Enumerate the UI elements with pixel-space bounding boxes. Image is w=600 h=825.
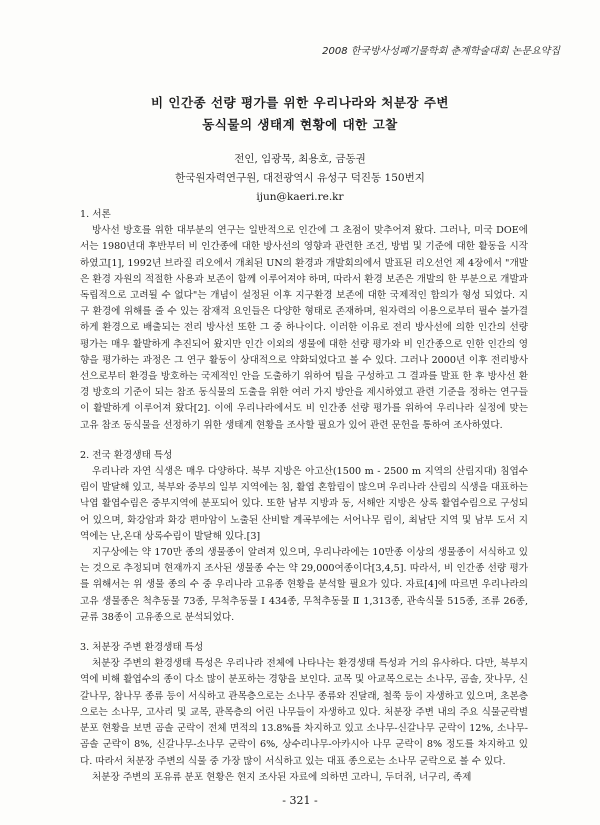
- section-introduction: [80, 207, 528, 434]
- running-header: 2008 한국방사성폐기물학회 춘계학술대회 논문요약집: [322, 46, 560, 57]
- author-email: ijun@kaeri.re.kr: [256, 191, 344, 203]
- paper-title: [0, 92, 600, 136]
- section-national-ecology: [80, 448, 528, 626]
- section-repository-ecology: [80, 640, 528, 786]
- paragraph: 처분장 주변의 환경생태 특성은 우리나라 전체에 나타나는 환경생태 특성과 거의 유사하다. 다만, 북부지역에 비해 활엽수의 종이 다소 많이 분포하는 경향을 보인다. 교목 및 아교목으로는 소나무, 곰솔, 잣나무, 신갈나무, 참나무 종류 등이 서식하고 관목층으로는 소나무 종류와 진달래, 철쭉 등이 자생하고 있으며, 초본층으로는 소나무, 고사리 및 교목, 관목층의 어린 나무들이 자생하고 있다. 처분장 주변 내의 주요 식물군락별 분포 현황을 보면 곰솔 군락이 전체 면적의 13.8%를 차지하고 있고 소나무-신갈나무 군락이 12%, 소나무-곰솔 군락이 8%, 신갈나무-소나무 군락이 6%, 상수리나무-아카시아 나무 군락이 8% 정도를 차지하고 있다. 따라서 처분장 주변의 식물 중 가장 많이 서식하고 있는 대표 종으로는 소나무 군락으로 볼 수 있다.: [80, 658, 528, 767]
- author-names: 전인, 임광묵, 최용호, 금동권: [234, 153, 366, 165]
- title-line-1: 비 인간종 선량 평가를 위한 우리나라와 처분장 주변: [150, 95, 450, 110]
- paper-body: [80, 207, 528, 786]
- section-heading: 1. 서론: [80, 209, 111, 220]
- paragraph: 우리나라 자연 식생은 매우 다양하다. 북부 지방은 아고산(1500 m - 2500 m 지역의 산림지대) 침엽수림이 발달해 있고, 북부와 중부의 일부 지역에는 침, 활엽 혼합림이 많으며 우리나라 산림의 식생을 대표하는 낙엽 활엽수림은 중부지역에 분포되어 있다. 또한 남부 지방과 동, 서해안 지방은 상록 활엽수림으로 구성되어 있으며, 화강암과 화강 편마암이 노출된 산비탈 계곡부에는 서어나무 림이, 최남단 지역 및 남부 도서 지역에는 난,온대 상록수림이 발달해 있다.[3]: [80, 466, 528, 542]
- page-number: - 321 -: [282, 794, 318, 807]
- paragraph: 처분장 주변의 포유류 분포 현황은 현지 조사된 자료에 의하면 고라니, 두더쥐, 너구리, 족제: [92, 771, 472, 783]
- author-affiliation: 한국원자력연구원, 대전광역시 유성구 덕진동 150번지: [175, 172, 425, 184]
- author-block: [0, 150, 600, 207]
- title-line-2: 동식물의 생태계 현황에 대한 고찰: [202, 117, 398, 132]
- section-heading: 2. 전국 환경생태 특성: [80, 449, 173, 461]
- section-heading: 3. 처분장 주변 환경생태 특성: [80, 642, 204, 654]
- paragraph: 방사선 방호를 위한 대부분의 연구는 일반적으로 인간에 그 초점이 맞추어져 왔다. 그러나, 미국 DOE에서는 1980년대 후반부터 비 인간종에 대한 방사선의 영향과 관련한 조건, 방법 및 기준에 대한 활동을 시작하였고[1], 1992년 브라질 리오에서 개최된 UN의 환경과 개발회의에서 발표된 리오선언 제 4장에서 "개발은 환경 자원의 적절한 사용과 보존이 함께 이루어져야 하며, 따라서 환경 보존은 개발의 한 부분으로 개발과 독립적으로 고려될 수 없다"는 개념이 설정된 이후 지구환경 보존에 대한 국제적인 합의가 형성 되었다. 지구 환경에 위해를 줄 수 있는 잠재적 요인들은 다양한 형태로 존재하며, 원자력의 이용으로부터 필수 불가결하게 환경으로 배출되는 전리 방사선 또한 그 중 하나이다. 이러한 이유로 전리 방사선에 의한 인간의 선량 평가는 매우 활발하게 추진되어 왔지만 인간 이외의 생물에 대한 선량 평가와 비 인간종으로 인한 인간의 영향을 평가하는 과정은 그 연구 활동이 상대적으로 약화되었다고 볼 수 있다. 그러나 2000년 이후 전리방사선으로부터 환경을 방호하는 국제적인 안을 도출하기 위하여 팀을 구성하고 그 결과를 발표 한 후 방사선 환경 방호의 기준이 되는 참조 동식물의 도출을 위한 여러 가지 방안을 제시하였고 관련 기준을 정하는 연구들이 활발하게 이루어져 왔다[2]. 이에 우리나라에서도 비 인간종 선량 평가를 위하여 우리나라 실정에 맞는 고유 참조 동식물을 선정하기 위한 생태계 현황을 조사할 필요가 있어 관련 문헌을 통하여 조사하였다.: [80, 225, 528, 431]
- paragraph: 지구상에는 약 170만 종의 생물종이 알려져 있으며, 우리나라에는 10만종 이상의 생물종이 서식하고 있는 것으로 추정되며 현재까지 조사된 생물종 수는 약 29,000여종이다[3,4,5]. 따라서, 비 인간종 선량 평가를 위해서는 위 생물 종의 수 중 우리나라 고유종 현황을 분석할 필요가 있다. 자료[4]에 따르면 우리나라의 고유 생물종은 척추동물 73종, 무척추동물 Ⅰ 434종, 무척추동물 Ⅱ 1,313종, 관속식물 515종, 조류 26종, 균류 38종이 고유종으로 분석되었다.: [80, 547, 528, 623]
